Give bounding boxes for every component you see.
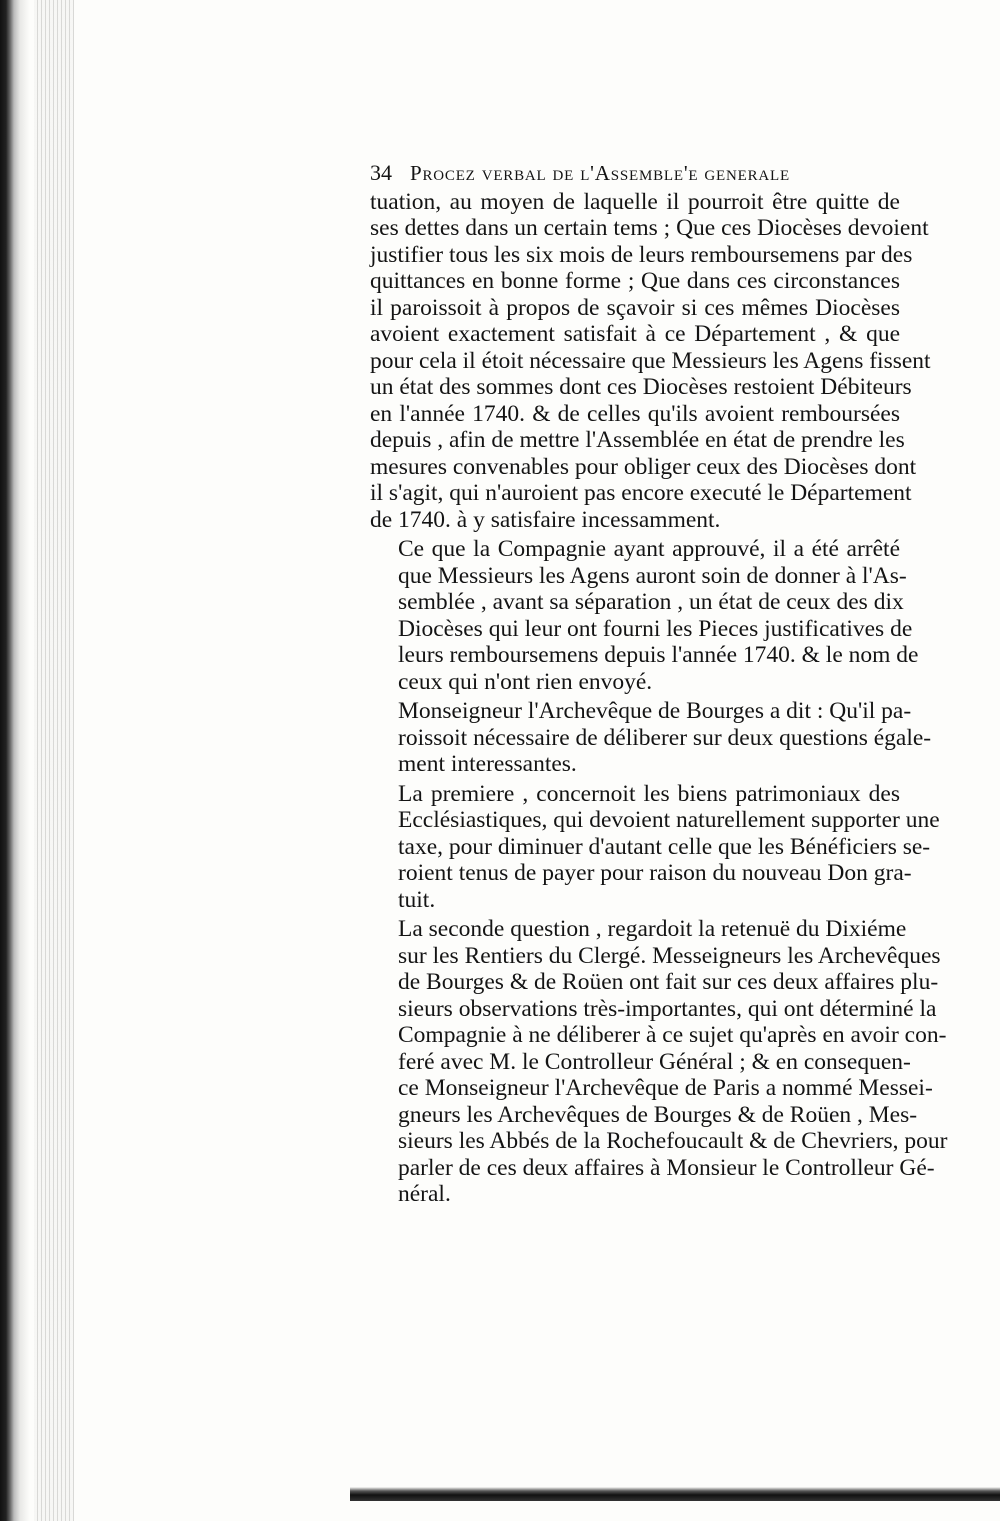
text-line: Compagnie à ne déliberer à ce sujet qu'après en avoir con- bbox=[398, 1022, 947, 1048]
text-line: sur les Rentiers du Clergé. Messeigneurs les Archevêques bbox=[398, 942, 941, 969]
paragraph bbox=[370, 188, 931, 534]
text-line: sieurs les Abbés de la Rochefoucault & de Chevriers, pour bbox=[398, 1128, 948, 1154]
text-line: ceux qui n'ont rien envoyé. bbox=[398, 668, 653, 695]
text-line: néral. bbox=[398, 1181, 451, 1207]
body-text bbox=[370, 188, 948, 1208]
text-line: quittances en bonne forme ; Que dans ces circonstances bbox=[370, 268, 900, 294]
text-line: de 1740. à y satisfaire incessamment. bbox=[370, 506, 721, 533]
text-line: un état des sommes dont ces Diocèses restoient Débiteurs bbox=[370, 374, 912, 400]
text-line: tuation, au moyen de laquelle il pourroit être quitte de bbox=[370, 188, 900, 215]
text-line: il s'agit, qui n'auroient pas encore executé le Département bbox=[370, 480, 912, 506]
text-block bbox=[370, 160, 948, 1208]
text-line: Ecclésiastiques, qui devoient naturellement supporter une bbox=[398, 807, 940, 833]
text-line: feré avec M. le Controlleur Général ; & en consequen- bbox=[398, 1048, 911, 1075]
text-line: Monseigneur l'Archevêque de Bourges a dit : Qu'il pa- bbox=[398, 698, 912, 724]
text-line: ses dettes dans un certain tems ; Que ces Diocèses devoient bbox=[370, 215, 929, 241]
text-line: gneurs les Archevêques de Bourges & de Roüen , Mes- bbox=[398, 1101, 918, 1128]
paragraph bbox=[370, 916, 948, 1208]
text-line: semblée , avant sa séparation , un état de ceux des dix bbox=[398, 589, 904, 615]
text-line: roient tenus de payer pour raison du nouveau Don gra- bbox=[398, 860, 912, 886]
page-stack-edge bbox=[34, 0, 74, 1521]
text-line: justifier tous les six mois de leurs remboursemens par des bbox=[370, 241, 913, 268]
text-line: depuis , afin de mettre l'Assemblée en état de prendre les bbox=[370, 427, 905, 453]
text-line: de Bourges & de Roüen ont fait sur ces deux affaires plu- bbox=[398, 969, 939, 995]
text-line: ce Monseigneur l'Archevêque de Paris a nommé Messei- bbox=[398, 1075, 933, 1101]
text-line: mesures convenables pour obliger ceux des Diocèses dont bbox=[370, 453, 917, 480]
text-line: sieurs observations très-importantes, qui ont déterminé la bbox=[398, 995, 937, 1022]
text-line: en l'année 1740. & de celles qu'ils avoient remboursées bbox=[370, 400, 900, 427]
text-line: taxe, pour diminuer d'autant celle que les Bénéficiers se- bbox=[398, 833, 931, 860]
binding-shadow bbox=[0, 0, 30, 1521]
running-title: Procez verbal de l'Assemble'e generale bbox=[410, 161, 790, 185]
text-line: il paroissoit à propos de sçavoir si ces mêmes Diocèses bbox=[370, 294, 900, 321]
bottom-page-edge bbox=[350, 1487, 1000, 1501]
paragraph bbox=[370, 780, 940, 914]
text-line: parler de ces deux affaires à Monsieur le Controlleur Gé- bbox=[398, 1154, 935, 1181]
text-line: La premiere , concernoit les biens patrimoniaux des bbox=[398, 780, 900, 807]
text-line: que Messieurs les Agens auront soin de donner à l'As- bbox=[398, 562, 907, 589]
paragraph bbox=[370, 536, 919, 695]
text-line: Ce que la Compagnie ayant approuvé, il a été arrêté bbox=[398, 536, 900, 562]
text-line: avoient exactement satisfait à ce Département , & que bbox=[370, 321, 900, 347]
text-line: ment interessantes. bbox=[398, 751, 577, 777]
text-line: pour cela il étoit nécessaire que Messieurs les Agens fissent bbox=[370, 347, 931, 374]
text-line: roissoit nécessaire de déliberer sur deux questions égale- bbox=[398, 724, 932, 751]
text-line: tuit. bbox=[398, 886, 436, 913]
running-head bbox=[370, 160, 900, 187]
text-line: La seconde question , regardoit la retenuë du Dixiéme bbox=[398, 916, 907, 942]
text-line: leurs remboursemens depuis l'année 1740. & le nom de bbox=[398, 642, 919, 668]
page-number: 34 bbox=[370, 160, 392, 185]
text-line: Diocèses qui leur ont fourni les Pieces justificatives de bbox=[398, 615, 913, 642]
paragraph bbox=[370, 698, 932, 778]
